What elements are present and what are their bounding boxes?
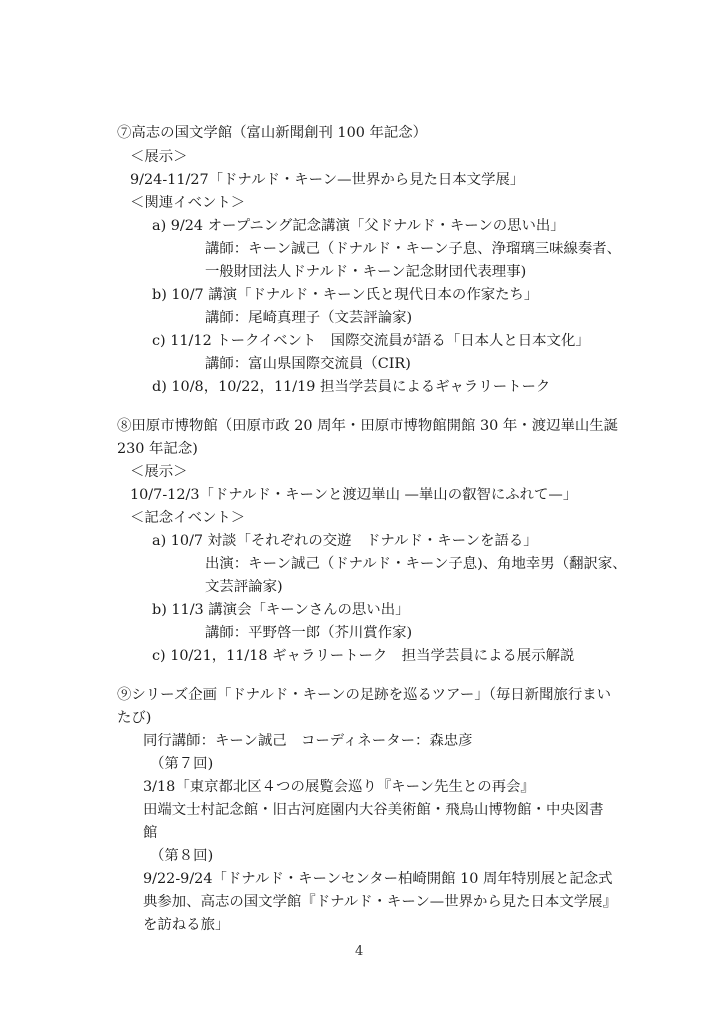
section-8-event-c: c) 10/21，11/18 ギャラリートーク 担当学芸員による展示解説 — [152, 648, 575, 664]
section-7-event-c-detail: 講師：富山県国際交流員（CIR) — [205, 356, 411, 372]
section-7-event-a: a) 9/24 オープニング記念講演「父ドナルド・キーンの思い出」 — [152, 218, 565, 234]
section-8-event-a: a) 10/7 対談「それぞれの交遊 ドナルド・キーンを語る」 — [152, 533, 538, 549]
section-8-event-a-detail: 文芸評論家) — [205, 579, 283, 595]
section-7-event-c: c) 11/12 トークイベント 国際交流員が語る「日本人と日本文化」 — [152, 333, 590, 349]
section-7-heading: ⑦高志の国文学館（富山新聞創刊 100 年記念） — [117, 125, 428, 141]
section-8-events-label: ＜記念イベント＞ — [130, 510, 246, 526]
section-7-event-d: d) 10/8，10/22，11/19 担当学芸員によるギャラリートーク — [152, 379, 551, 395]
section-7-event-b: b) 10/7 講演「ドナルド・キーン氏と現代日本の作家たち」 — [152, 287, 539, 303]
section-9-tour-8-label: （第８回) — [150, 848, 214, 864]
section-8-exhibit-label: ＜展示＞ — [130, 464, 188, 480]
section-9-tour-7-line: 館 — [143, 825, 158, 841]
section-8-event-a-detail: 出演：キーン誠己（ドナルド・キーン子息)、角地幸男（翻訳家、 — [205, 556, 627, 572]
page-number: 4 — [355, 944, 364, 959]
section-9-tour-8-line: 9/22-9/24「ドナルド・キーンセンター柏崎開館 10 周年特別展と記念式 — [143, 871, 613, 887]
section-8-event-b-detail: 講師：平野啓一郎（芥川賞作家) — [205, 625, 413, 641]
section-7-exhibit-label: ＜展示＞ — [130, 149, 188, 165]
section-8-heading-cont: 230 年記念) — [117, 441, 198, 457]
section-7-event-b-detail: 講師：尾崎真理子（文芸評論家) — [205, 310, 413, 326]
section-9-tour-8-line: 典参加、高志の国文学館『ドナルド・キーン—世界から見た日本文学展』 — [143, 894, 617, 910]
section-7-events-label: ＜関連イベント＞ — [130, 195, 246, 211]
section-9-heading: ⑨シリーズ企画「ドナルド・キーンの足跡を巡るツアー」（毎日新聞旅行まい — [117, 687, 612, 703]
section-9-tour-7-label: （第７回) — [150, 756, 214, 772]
section-7-event-a-detail: 一般財団法人ドナルド・キーン記念財団代表理事) — [205, 264, 527, 280]
section-8-heading: ⑧田原市博物館（田原市政 20 周年・田原市博物館開館 30 年・渡辺崋山生誕 — [117, 418, 619, 434]
section-7-exhibit: 9/24-11/27「ドナルド・キーン—世界から見た日本文学展」 — [130, 172, 525, 188]
section-9-tour-8-line: を訪ねる旅」 — [143, 917, 230, 933]
section-9-tour-7-line: 3/18「東京都北区４つの展覧会巡り『キーン先生との再会』 — [143, 779, 535, 795]
section-7-event-a-detail: 講師：キーン誠己（ドナルド・キーン子息、浄瑠璃三味線奏者、 — [205, 241, 622, 257]
section-9-tour-7-line: 田端文士村記念館・旧古河庭園内大谷美術館・飛鳥山博物館・中央図書 — [143, 802, 604, 818]
section-8-exhibit: 10/7-12/3「ドナルド・キーンと渡辺崋山 —崋山の叡智にふれて—」 — [130, 487, 578, 503]
section-9-guides: 同行講師：キーン誠己 コーディネーター：森忠彦 — [143, 733, 473, 749]
section-8-event-b: b) 11/3 講演会「キーンさんの思い出」 — [152, 602, 410, 618]
section-9-heading-cont: たび) — [117, 710, 152, 726]
